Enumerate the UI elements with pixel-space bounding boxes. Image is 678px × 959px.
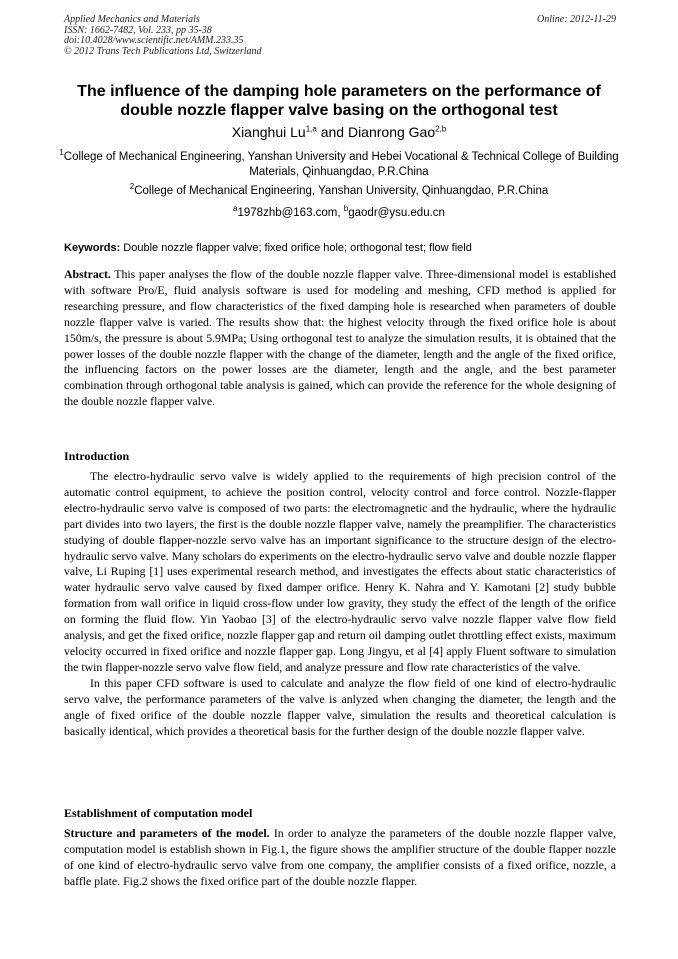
introduction-heading: Introduction (64, 449, 130, 463)
affiliation-1-mark: 1 (59, 148, 64, 158)
model-subsection-text: In order to analyze the parameters of the double nozzle flapper valve, computation model is establish shown in Fig.1, the figure shows the amplifier structure of the double flapper nozzle of one kind of electro-hydraulic servo valve from one company, the amplifier consists of a fixed orifice, nozzle, a baffle plate. Fig.2 shows the fixed orifice part of the double nozzle flapper. (64, 826, 616, 888)
affiliation-2-mark: 2 (129, 182, 135, 192)
affiliation-2 (50, 184, 628, 199)
journal-header (64, 15, 616, 57)
paper-title (40, 82, 638, 120)
introduction-paragraph-1: The electro-hydraulic servo valve is widely applied to the requirements of high precision control of the automatic control equipment, to achieve the position control, velocity control and force control. Nozzle-flapper electro-hydraulic servo valve is composed of two parts: the electromagnetic and the hydraulic, where the hydraulic part divides into two layers, the first is the double nozzle flapper valve, namely the preamplifier. The characteristics studying of double flapper-nozzle servo valve has an important significance to the structure design of the electro-hydraulic servo valve. Many scholars do experiments on the electro-hydraulic servo valve and double nozzle flapper valve, Li Ruping [1] uses experimental research method, and investigates the effects about static characteristics of water hydraulic servo valve caused by fixed damper orifice. Henry K. Nahra and Y. Kamotani [2] study bubble formation from wall orifice in liquid cross-flow under low gravity, they study the effect of the length of the orifice on forming the fluid flow. Yin Yaobao [3] of the electro-hydraulic servo valve nozzle flapper valve flow field analysis, and get the fixed orifice, nozzle flapper gap and return oil damping outlet throttling effect exists, maximum velocity occurred in fixed orifice and nozzle flapper gap. Long Jingyu, et al [4] apply Fluent software to simulation the twin flapper-nozzle servo valve flow field, and analyze pressure and flow rate characteristics of the valve. (64, 469, 616, 674)
keywords-label: Keywords: (64, 242, 121, 254)
email-b: gaodr@ysu.edu.cn (348, 207, 445, 219)
keywords-text: Double nozzle flapper valve; fixed orifice hole; orthogonal test; flow field (120, 242, 472, 254)
model-subsection-label: Structure and parameters of the model. (64, 826, 270, 840)
abstract-text: This paper analyses the flow of the double nozzle flapper valve. Three-dimensional model is established with software Pro/E, fluid analysis software is used for modeling and meshing, CFD method is applied for researching pressure, and flow characteristics of the fixed damping hole is researched when parameters of double nozzle flapper valve is varied. The results show that: the highest velocity through the fixed orifice hole is about 150m/s, the pressure is about 5.9MPa; Using orthogonal test to analyze the simulation results, it is obtained that the power losses of the double nozzle flapper with the change of the diameter, length and the angle of the fixed orifice, the influencing factors on the power losses are the diameter, length and the angle, and the best parameter combination through orthogonal table analysis is gained, which can provide the reference for the whole designing of the double nozzle flapper valve. (64, 267, 616, 409)
affiliation-1-text: College of Mechanical Engineering, Yanshan University and Hebei Vocational & Technical College of Building Materials, Qinhuangdao, P.R.China (63, 151, 619, 178)
title-line-2: double nozzle flapper valve basing on the orthogonal test (120, 102, 558, 119)
abstract (64, 267, 616, 410)
title-line-1: The influence of the damping hole parameters on the performance of (77, 83, 601, 100)
online-date: Online: 2012-11-29 (537, 14, 616, 25)
journal-issn: ISSN: 1662-7482, Vol. 233, pp 35-38 (64, 24, 212, 36)
journal-name: Applied Mechanics and Materials (64, 14, 200, 25)
keywords (64, 241, 616, 255)
author-list (40, 124, 638, 141)
model-section-body (64, 826, 616, 890)
author-conjunction: and (316, 124, 348, 140)
introduction-paragraph-2: In this paper CFD software is used to calculate and analyze the flow field of one kind of electro-hydraulic servo valve, the performance parameters of the valve is anlyzed when changing the diameter, the length and the angle of fixed orifice of the double nozzle flapper valve, simulation the results and theoretical calculation is basically identical, which provides a theoretical basis for the further design of the double nozzle flapper valve. (64, 675, 616, 738)
author-2-affiliation-mark: 2,b (435, 124, 447, 134)
author-1-affiliation-mark: 1,a (305, 124, 317, 134)
email-a-mark: a (233, 204, 238, 214)
author-emails (40, 206, 638, 220)
author-1: Xianghui Lu (231, 124, 306, 140)
journal-copyright: © 2012 Trans Tech Publications Ltd, Switzerland (64, 45, 262, 57)
affiliation-1 (50, 150, 628, 179)
author-2: Dianrong Gao (347, 124, 436, 140)
abstract-label: Abstract. (64, 267, 111, 281)
affiliation-2-text: College of Mechanical Engineering, Yanshan University, Qinhuangdao, P.R.China (134, 185, 549, 197)
model-section-heading: Establishment of computation model (64, 806, 253, 820)
email-b-mark: b (343, 204, 349, 214)
email-a: 1978zhb@163.com, (237, 207, 344, 219)
journal-doi: doi:10.4028/www.scientific.net/AMM.233.35 (64, 35, 244, 46)
introduction-body (64, 469, 616, 739)
